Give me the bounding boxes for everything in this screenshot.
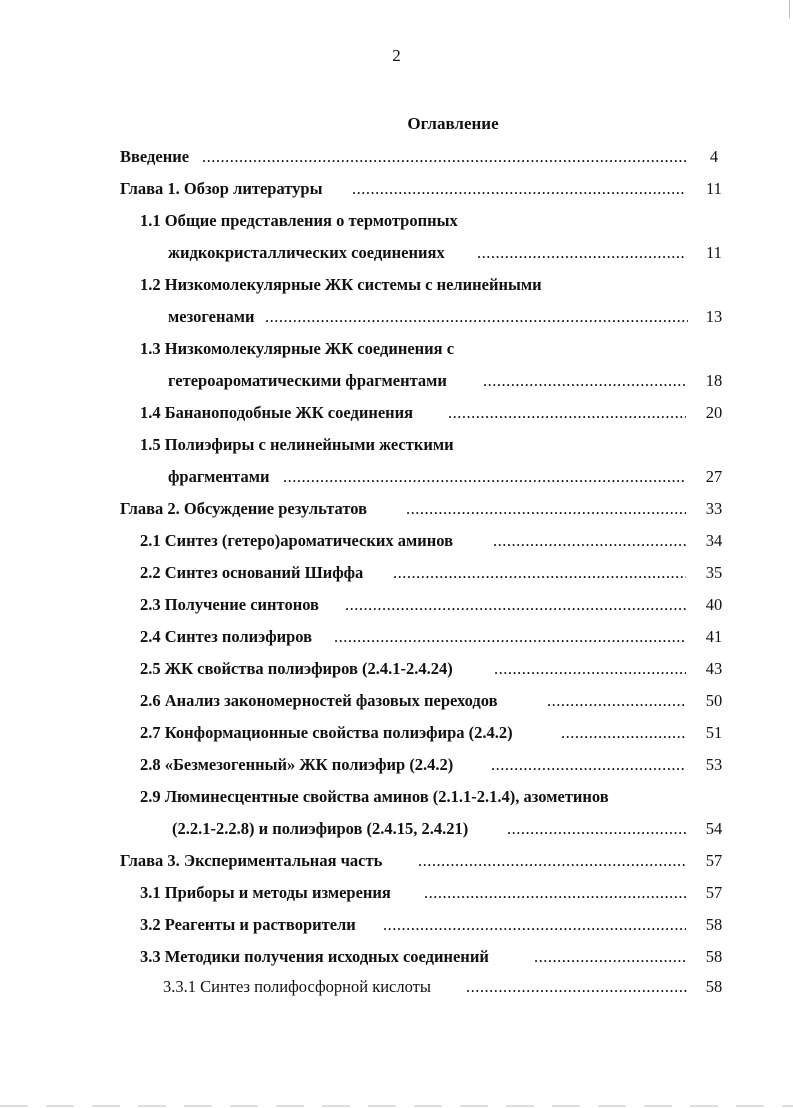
toc-entry-page: 57 [705, 851, 723, 870]
toc-entry-page: 50 [705, 691, 723, 710]
toc-entry-title: Глава 1. Обзор литературы [120, 179, 323, 198]
toc-entry [0, 526, 793, 556]
toc-entry-page: 53 [705, 755, 723, 774]
toc-leader-dots [418, 846, 686, 876]
toc-leader-dots [491, 750, 686, 780]
toc-entry [0, 878, 793, 908]
toc-entry-title: 2.6 Анализ закономерностей фазовых переходов [140, 691, 498, 710]
toc-leader-dots [534, 942, 686, 972]
toc-entry-title: Глава 2. Обсуждение результатов [120, 499, 367, 518]
toc-leader-dots [547, 686, 686, 716]
toc-leader-dots [477, 238, 686, 268]
toc-entry-title: 3.3.1 Синтез полифосфорной кислоты [163, 977, 431, 996]
toc-entry [0, 142, 793, 172]
page-number: 2 [392, 46, 401, 65]
toc-entry-title: 2.9 Люминесцентные свойства аминов (2.1.1-2.1.4), азометинов [140, 787, 609, 806]
toc-entry-page: 58 [705, 947, 723, 966]
toc-entry-page: 4 [709, 147, 719, 166]
toc-leader-dots [466, 972, 688, 1002]
toc-entry-title: 1.1 Общие представления о термотропных [140, 211, 458, 230]
toc-leader-dots [265, 302, 688, 332]
toc-entry-page: 11 [706, 243, 722, 262]
toc-entry [0, 302, 793, 332]
toc-entry-page: 18 [705, 371, 723, 390]
toc-entry-page: 58 [705, 977, 723, 996]
toc-entry-page: 27 [705, 467, 723, 486]
toc-leader-dots [406, 494, 686, 524]
toc-entry-title: фрагментами [168, 467, 270, 486]
toc-entry-title: жидкокристаллических соединениях [168, 243, 445, 262]
toc-entry [0, 972, 793, 1002]
toc-entry-title: 1.4 Бананоподобные ЖК соединения [140, 403, 414, 422]
toc-entry-title: 2.8 «Безмезогенный» ЖК полиэфир (2.4.2) [140, 755, 454, 774]
toc-entry [0, 270, 793, 300]
toc-leader-dots [383, 910, 686, 940]
toc-entry-title: 2.3 Получение синтонов [140, 595, 319, 614]
toc-leader-dots [561, 718, 686, 748]
toc-entry-title: 3.1 Приборы и методы измерения [140, 883, 391, 902]
toc-entry [0, 686, 793, 716]
toc-entry-page: 43 [705, 659, 723, 678]
toc-leader-dots [424, 878, 686, 908]
toc-entry-title: Введение [120, 147, 190, 166]
toc-entry-page: 33 [705, 499, 723, 518]
toc-entry [0, 238, 793, 268]
toc-entry [0, 846, 793, 876]
toc-entry-title: 1.5 Полиэфиры с нелинейными жесткими [140, 435, 454, 454]
toc-entry-page: 41 [705, 627, 723, 646]
toc-entry [0, 910, 793, 940]
toc-entry-page: 35 [705, 563, 723, 582]
toc-entry-title: гетероароматическими фрагментами [168, 371, 447, 390]
toc-entry [0, 750, 793, 780]
toc-leader-dots [483, 366, 686, 396]
toc-entry-title: 3.2 Реагенты и растворители [140, 915, 356, 934]
toc-entry [0, 942, 793, 972]
toc-entry-page: 11 [706, 179, 722, 198]
toc-entry [0, 334, 793, 364]
toc-entry-title: 2.5 ЖК свойства полиэфиров (2.4.1-2.4.24) [140, 659, 453, 678]
toc-entry-page: 40 [705, 595, 723, 614]
toc-leader-dots [448, 398, 686, 428]
toc-entry-page: 13 [705, 307, 723, 326]
toc-entry [0, 366, 793, 396]
toc-entry-title: 2.2 Синтез оснований Шиффа [140, 563, 364, 582]
toc-entry-page: 54 [705, 819, 723, 838]
toc-entry [0, 622, 793, 652]
toc-entry [0, 814, 793, 844]
toc-entry-title: 2.7 Конформационные свойства полиэфира (2.4.2) [140, 723, 513, 742]
toc-entry-page: 51 [705, 723, 723, 742]
toc-entry [0, 590, 793, 620]
toc-entry-title: 1.2 Низкомолекулярные ЖК системы с нелинейными [140, 275, 542, 294]
toc-entry [0, 206, 793, 236]
toc-leader-dots [202, 142, 686, 172]
toc-entry [0, 430, 793, 460]
toc-entry-title: Глава 3. Экспериментальная часть [120, 851, 383, 870]
toc-entry-page: 57 [705, 883, 723, 902]
toc-leader-dots [352, 174, 686, 204]
toc-entry-page: 58 [705, 915, 723, 934]
toc-entry [0, 174, 793, 204]
toc-entry [0, 462, 793, 492]
toc-entry [0, 494, 793, 524]
toc-entry-page: 20 [705, 403, 723, 422]
toc-leader-dots [393, 558, 686, 588]
toc-entry [0, 654, 793, 684]
toc-leader-dots [494, 654, 686, 684]
toc-entry-title: мезогенами [168, 307, 255, 326]
toc-leader-dots [345, 590, 686, 620]
toc-title: Оглавление [407, 114, 499, 133]
toc-entry-page: 34 [705, 531, 723, 550]
toc-leader-dots [334, 622, 686, 652]
toc-entry-title: (2.2.1-2.2.8) и полиэфиров (2.4.15, 2.4.21) [172, 819, 469, 838]
toc-entry [0, 718, 793, 748]
toc-entry-title: 2.1 Синтез (гетеро)ароматических аминов [140, 531, 454, 550]
toc-leader-dots [283, 462, 686, 492]
toc-entry-title: 2.4 Синтез полиэфиров [140, 627, 313, 646]
toc-entry [0, 398, 793, 428]
toc-entry-title: 3.3 Методики получения исходных соединений [140, 947, 489, 966]
toc-entry [0, 782, 793, 812]
toc-leader-dots [493, 526, 686, 556]
toc-entry-title: 1.3 Низкомолекулярные ЖК соединения с [140, 339, 455, 358]
toc-entry [0, 558, 793, 588]
toc-leader-dots [507, 814, 686, 844]
